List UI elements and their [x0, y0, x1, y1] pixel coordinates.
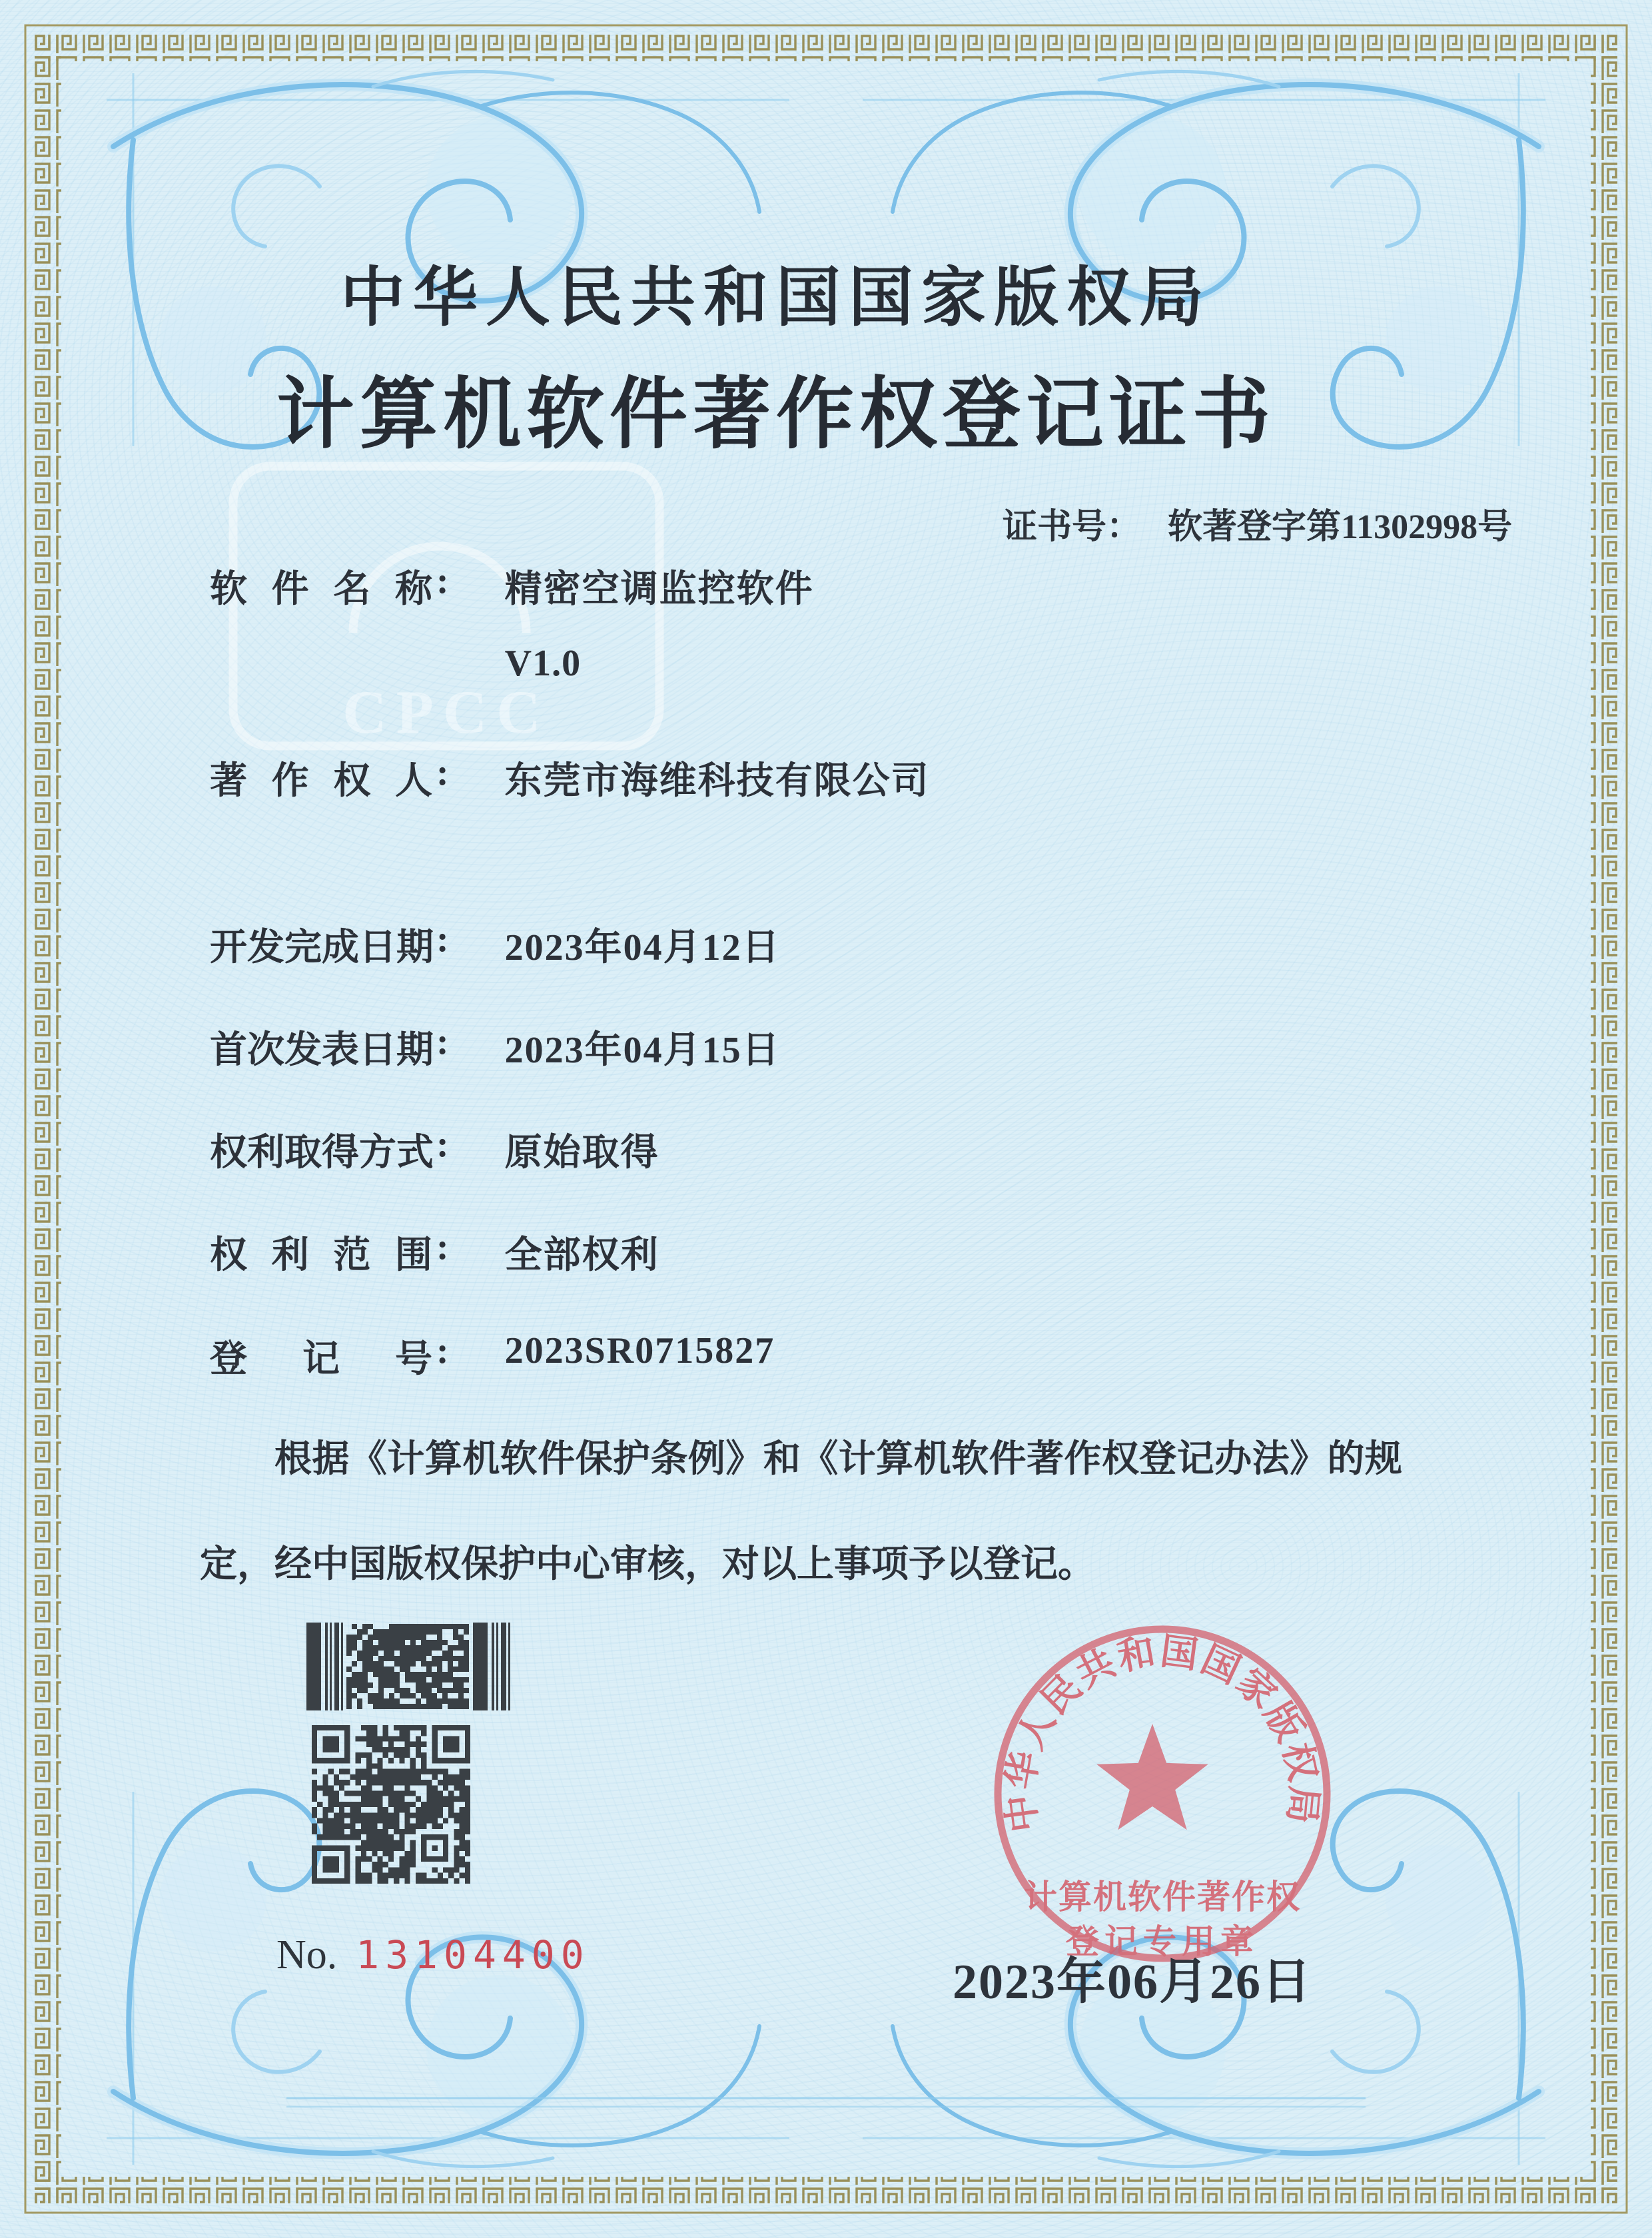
seal-arc-text: 中华人民共和国国家版权局: [999, 1631, 1325, 1835]
field-rights-scope: [210, 1226, 659, 1279]
dev-complete-date-value: 2023年04月12日: [504, 927, 781, 968]
certificate-number-value: 软著登字第11302998号: [1168, 508, 1513, 546]
copyright-owner-value: 东莞市海维科技有限公司: [504, 761, 930, 802]
field-colon: :: [436, 1226, 449, 1268]
seal-star: [1096, 1724, 1208, 1830]
serial-prefix: No.: [276, 1932, 338, 1978]
field-colon: :: [436, 919, 449, 960]
barcode-graphic: [306, 1623, 512, 1710]
field-label: 登记号: [210, 1339, 432, 1380]
software-version-value: V1.0: [504, 643, 582, 684]
issuing-authority-title: 中华人民共和国国家版权局: [340, 262, 1212, 334]
field-colon: :: [436, 1124, 449, 1165]
qr-code-graphic: [312, 1725, 470, 1884]
serial-number: 13104400: [356, 1932, 590, 1978]
rights-acquisition-value: 原始取得: [504, 1132, 659, 1174]
official-seal: [986, 1617, 1339, 1970]
field-first-publish-date: [210, 1020, 781, 1074]
registration-no-value: 2023SR0715827: [504, 1330, 775, 1371]
field-colon: :: [436, 560, 449, 601]
field-software-name: [210, 560, 814, 685]
certificate-title: 计算机软件著作权登记证书: [276, 372, 1276, 458]
field-label: 开发完成日期: [210, 927, 434, 968]
field-registration-no: [210, 1329, 775, 1383]
watermark-text: CPCC: [342, 678, 550, 746]
field-rights-acquisition: [210, 1123, 659, 1176]
issue-date: 2023年06月26日: [953, 1955, 1312, 2010]
field-colon: :: [436, 752, 449, 793]
field-label: 权利取得方式: [210, 1132, 434, 1174]
seal-line1: 计算机软件著作权: [1024, 1878, 1301, 1916]
serial-number-line: [276, 1932, 590, 1979]
first-publish-date-value: 2023年04月15日: [504, 1030, 781, 1071]
field-colon: :: [436, 1021, 449, 1062]
field-label: 著作权人: [210, 761, 432, 802]
rights-scope-value: 全部权利: [504, 1235, 659, 1276]
field-dev-complete-date: [210, 918, 781, 971]
field-colon: :: [436, 1330, 449, 1371]
field-label: 首次发表日期: [210, 1030, 434, 1071]
field-copyright-owner: [210, 751, 930, 805]
field-value: [505, 560, 814, 685]
software-name-value: 精密空调监控软件: [504, 569, 814, 610]
seal-line2: 登记专用章: [1066, 1923, 1259, 1960]
field-label: 权利范围: [210, 1235, 432, 1276]
certificate-number-label: 证书号：: [1003, 508, 1142, 546]
field-label: 软件名称: [210, 569, 432, 610]
registration-statement: 根据《计算机软件保护条例》和《计算机软件著作权登记办法》的规定，经中国版权保护中心审核，对以上事项予以登记。: [200, 1439, 1402, 1585]
certificate-number-line: [1003, 498, 1512, 548]
